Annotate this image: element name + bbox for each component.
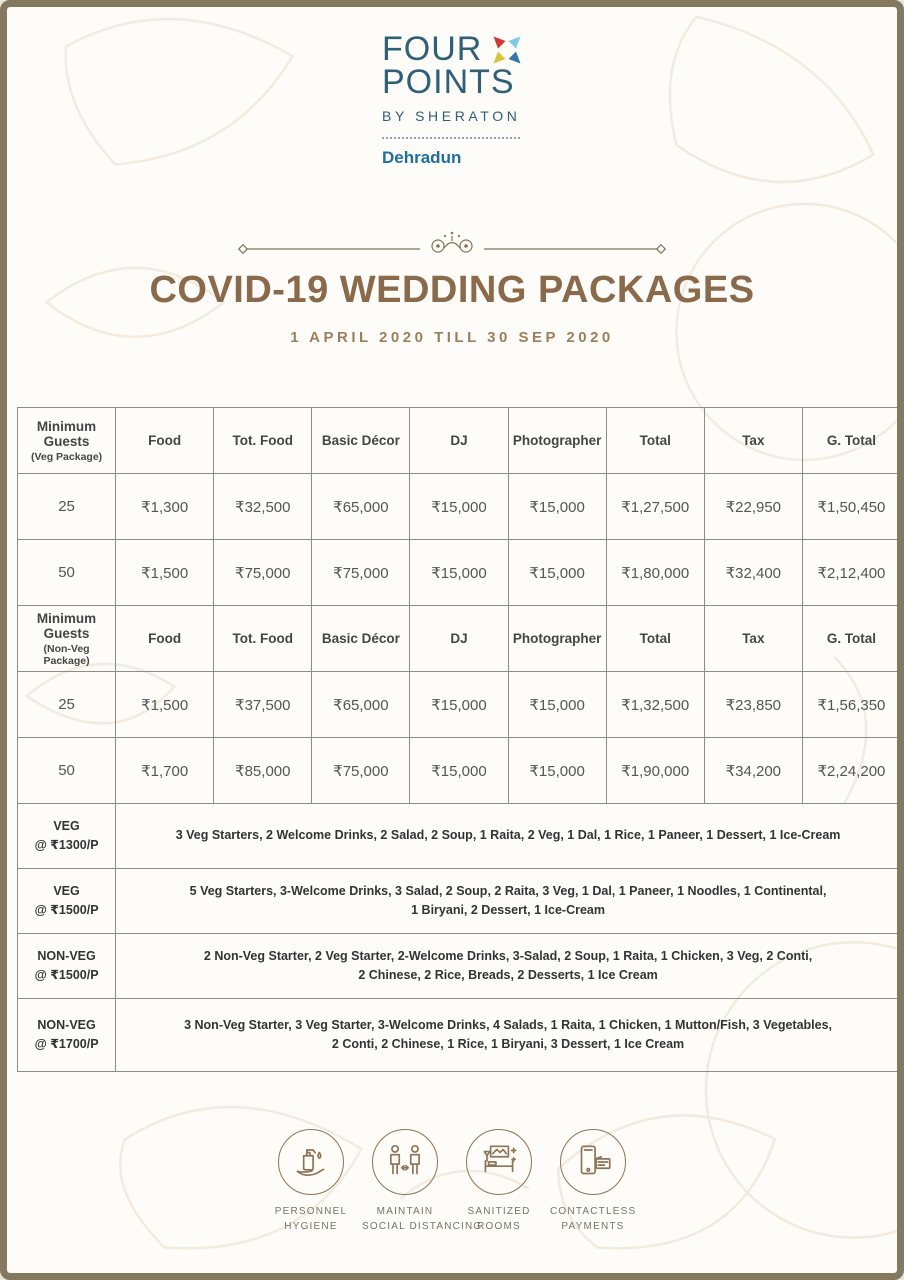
menu-description: 3 Non-Veg Starter, 3 Veg Starter, 3-Welcome Drinks, 4 Salads, 1 Raita, 1 Chicken, 1 Mutton/Fish, 3 Vegetables, 2 Conti, 2 Chinese, 1 Rice, 1 Biryani, 3 Dessert, 1 Ice Cream <box>116 999 901 1072</box>
cell-total: ₹1,80,000 <box>606 540 704 606</box>
cell-tax: ₹32,400 <box>704 540 802 606</box>
cell-g-total: ₹1,56,350 <box>802 672 900 738</box>
brand-logo <box>382 30 522 168</box>
cell-dj: ₹15,000 <box>410 474 508 540</box>
col-header-photographer: Photographer <box>508 606 606 672</box>
cell-photographer: ₹15,000 <box>508 540 606 606</box>
cell-basic-decor: ₹75,000 <box>312 540 410 606</box>
col-header-dj: DJ <box>410 606 508 672</box>
veg-row-50 <box>18 540 901 606</box>
cell-tot-food: ₹32,500 <box>214 474 312 540</box>
veg-row-25 <box>18 474 901 540</box>
brand-byline: BY SHERATON <box>382 108 521 124</box>
pinwheel-logo-icon <box>492 35 522 65</box>
cell-tot-food: ₹85,000 <box>214 738 312 804</box>
cell-tot-food: ₹37,500 <box>214 672 312 738</box>
menu-label: NON-VEG @ ₹1700/P <box>18 999 116 1072</box>
menu-row-veg-1300 <box>18 804 901 869</box>
cell-guests: 50 <box>18 540 116 606</box>
menu-label: NON-VEG @ ₹1500/P <box>18 934 116 999</box>
menu-row-nonveg-1500 <box>18 934 901 999</box>
brand-name-line1: FOUR <box>382 30 483 68</box>
col-header-total: Total <box>606 606 704 672</box>
dotted-separator <box>382 137 520 139</box>
cell-photographer: ₹15,000 <box>508 672 606 738</box>
menu-label: VEG @ ₹1500/P <box>18 869 116 934</box>
badge-contactless-payments: CONTACTLESS PAYMENTS <box>550 1129 636 1234</box>
social-distancing-icon <box>382 1139 428 1185</box>
brand-name-line2: POINTS <box>382 63 515 101</box>
col-header-g-total: G. Total <box>802 606 900 672</box>
ornamental-divider <box>232 227 672 261</box>
cell-basic-decor: ₹65,000 <box>312 474 410 540</box>
nonveg-row-50 <box>18 738 901 804</box>
menu-description: 5 Veg Starters, 3-Welcome Drinks, 3 Salad, 2 Soup, 2 Raita, 3 Veg, 1 Dal, 1 Paneer, 1 Noodles, 1 Continental, 1 Biryani, 2 Dessert, 1 Ice-Cream <box>116 869 901 934</box>
cell-dj: ₹15,000 <box>410 738 508 804</box>
col-header-tax: Tax <box>704 606 802 672</box>
cell-tax: ₹22,950 <box>704 474 802 540</box>
cell-dj: ₹15,000 <box>410 672 508 738</box>
packages-table <box>17 407 901 1072</box>
cell-tax: ₹34,200 <box>704 738 802 804</box>
cell-dj: ₹15,000 <box>410 540 508 606</box>
cell-total: ₹1,90,000 <box>606 738 704 804</box>
cell-g-total: ₹2,24,200 <box>802 738 900 804</box>
safety-badges <box>7 1129 897 1234</box>
nonveg-row-25 <box>18 672 901 738</box>
badge-personnel-hygiene: PERSONNEL HYGIENE <box>268 1129 354 1234</box>
cell-basic-decor: ₹75,000 <box>312 738 410 804</box>
page-title: COVID-19 WEDDING PACKAGES <box>149 269 755 311</box>
cell-tax: ₹23,850 <box>704 672 802 738</box>
cell-g-total: ₹1,50,450 <box>802 474 900 540</box>
cell-tot-food: ₹75,000 <box>214 540 312 606</box>
col-header-g-total: G. Total <box>802 408 900 474</box>
cell-food: ₹1,300 <box>116 474 214 540</box>
contactless-payment-icon <box>570 1139 616 1185</box>
veg-guests-header: Minimum Guests (Veg Package) <box>18 408 116 474</box>
page-subtitle: 1 APRIL 2020 TILL 30 SEP 2020 <box>290 329 614 346</box>
col-header-food: Food <box>116 408 214 474</box>
veg-header-row <box>18 408 901 474</box>
cell-basic-decor: ₹65,000 <box>312 672 410 738</box>
col-header-basic-decor: Basic Décor <box>312 408 410 474</box>
col-header-tot-food: Tot. Food <box>214 408 312 474</box>
col-header-basic-decor: Basic Décor <box>312 606 410 672</box>
cell-total: ₹1,32,500 <box>606 672 704 738</box>
cell-photographer: ₹15,000 <box>508 474 606 540</box>
cell-total: ₹1,27,500 <box>606 474 704 540</box>
menu-row-veg-1500 <box>18 869 901 934</box>
cell-guests: 25 <box>18 474 116 540</box>
cell-g-total: ₹2,12,400 <box>802 540 900 606</box>
col-header-dj: DJ <box>410 408 508 474</box>
col-header-tot-food: Tot. Food <box>214 606 312 672</box>
sanitized-room-icon <box>476 1139 522 1185</box>
cell-guests: 25 <box>18 672 116 738</box>
nonveg-header-row <box>18 606 901 672</box>
hand-hygiene-icon <box>288 1139 334 1185</box>
cell-photographer: ₹15,000 <box>508 738 606 804</box>
cell-food: ₹1,700 <box>116 738 214 804</box>
badge-social-distancing: MAINTAIN SOCIAL DISTANCING <box>362 1129 448 1234</box>
cell-guests: 50 <box>18 738 116 804</box>
menu-row-nonveg-1700 <box>18 999 901 1072</box>
menu-label: VEG @ ₹1300/P <box>18 804 116 869</box>
cell-food: ₹1,500 <box>116 540 214 606</box>
nonveg-guests-header: Minimum Guests (Non-Veg Package) <box>18 606 116 672</box>
menu-description: 3 Veg Starters, 2 Welcome Drinks, 2 Salad, 2 Soup, 1 Raita, 2 Veg, 1 Dal, 1 Rice, 1 Paneer, 1 Dessert, 1 Ice-Cream <box>116 804 901 869</box>
col-header-tax: Tax <box>704 408 802 474</box>
menu-description: 2 Non-Veg Starter, 2 Veg Starter, 2-Welcome Drinks, 3-Salad, 2 Soup, 1 Raita, 1 Chicken, 3 Veg, 2 Conti, 2 Chinese, 2 Rice, Breads, 2 Desserts, 1 Ice Cream <box>116 934 901 999</box>
col-header-food: Food <box>116 606 214 672</box>
cell-food: ₹1,500 <box>116 672 214 738</box>
col-header-photographer: Photographer <box>508 408 606 474</box>
badge-sanitized-rooms: SANITIZED ROOMS <box>456 1129 542 1234</box>
hotel-location: Dehradun <box>382 148 462 167</box>
col-header-total: Total <box>606 408 704 474</box>
